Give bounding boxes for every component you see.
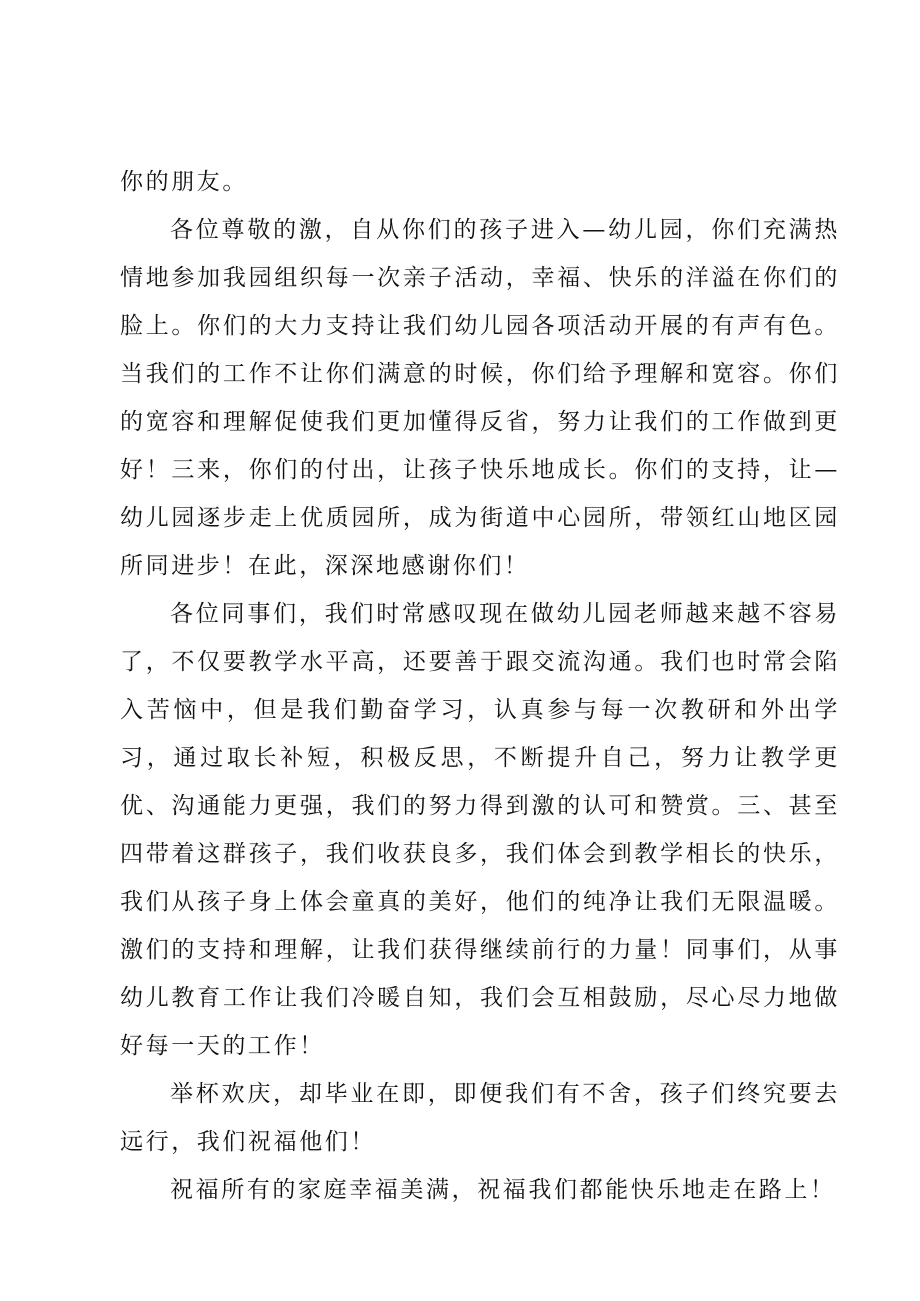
paragraph-5: 祝福所有的家庭幸福美满，祝福我们都能快乐地走在路上！ bbox=[170, 1177, 836, 1203]
paragraph-1: 你的朋友。 bbox=[120, 169, 248, 195]
paragraph-2: 各位尊敬的激，自从你们的孩子进入—幼儿园，你们充满热情地参加我园组织每一次亲子活动，幸福、快乐的洋溢在你们的脸上。你们的大力支持让我们幼儿园各项活动开展的有声有色。当我们的工作不让你们满意的时候，你们给予理解和宽容。你们的宽容和理解促使我们更加懂得反省，努力让我们的工作做到更好！三来，你们的付出，让孩子快乐地成长。你们的支持，让—幼儿园逐步走上优质园所，成为街道中心园所，带领红山地区园所同进步！在此，深深地感谢你们！ bbox=[120, 217, 840, 579]
paragraph-3: 各位同事们，我们时常感叹现在做幼儿园老师越来越不容易了，不仅要教学水平高，还要善于跟交流沟通。我们也时常会陷入苦恼中，但是我们勤奋学习，认真参与每一次教研和外出学习，通过取长补短，积极反思，不断提升自己，努力让教学更优、沟通能力更强，我们的努力得到激的认可和赞赏。三、甚至四带着这群孩子，我们收获良多，我们体会到教学相长的快乐，我们从孩子身上体会童真的美好，他们的纯净让我们无限温暖。激们的支持和理解，让我们获得继续前行的力量！同事们，从事幼儿教育工作让我们冷暖自知，我们会互相鼓励，尽心尽力地做好每一天的工作！ bbox=[120, 601, 840, 1059]
paragraph-4: 举杯欢庆，却毕业在即，即便我们有不舍，孩子们终究要去远行，我们祝福他们！ bbox=[120, 1081, 840, 1155]
document-body bbox=[120, 158, 840, 1214]
